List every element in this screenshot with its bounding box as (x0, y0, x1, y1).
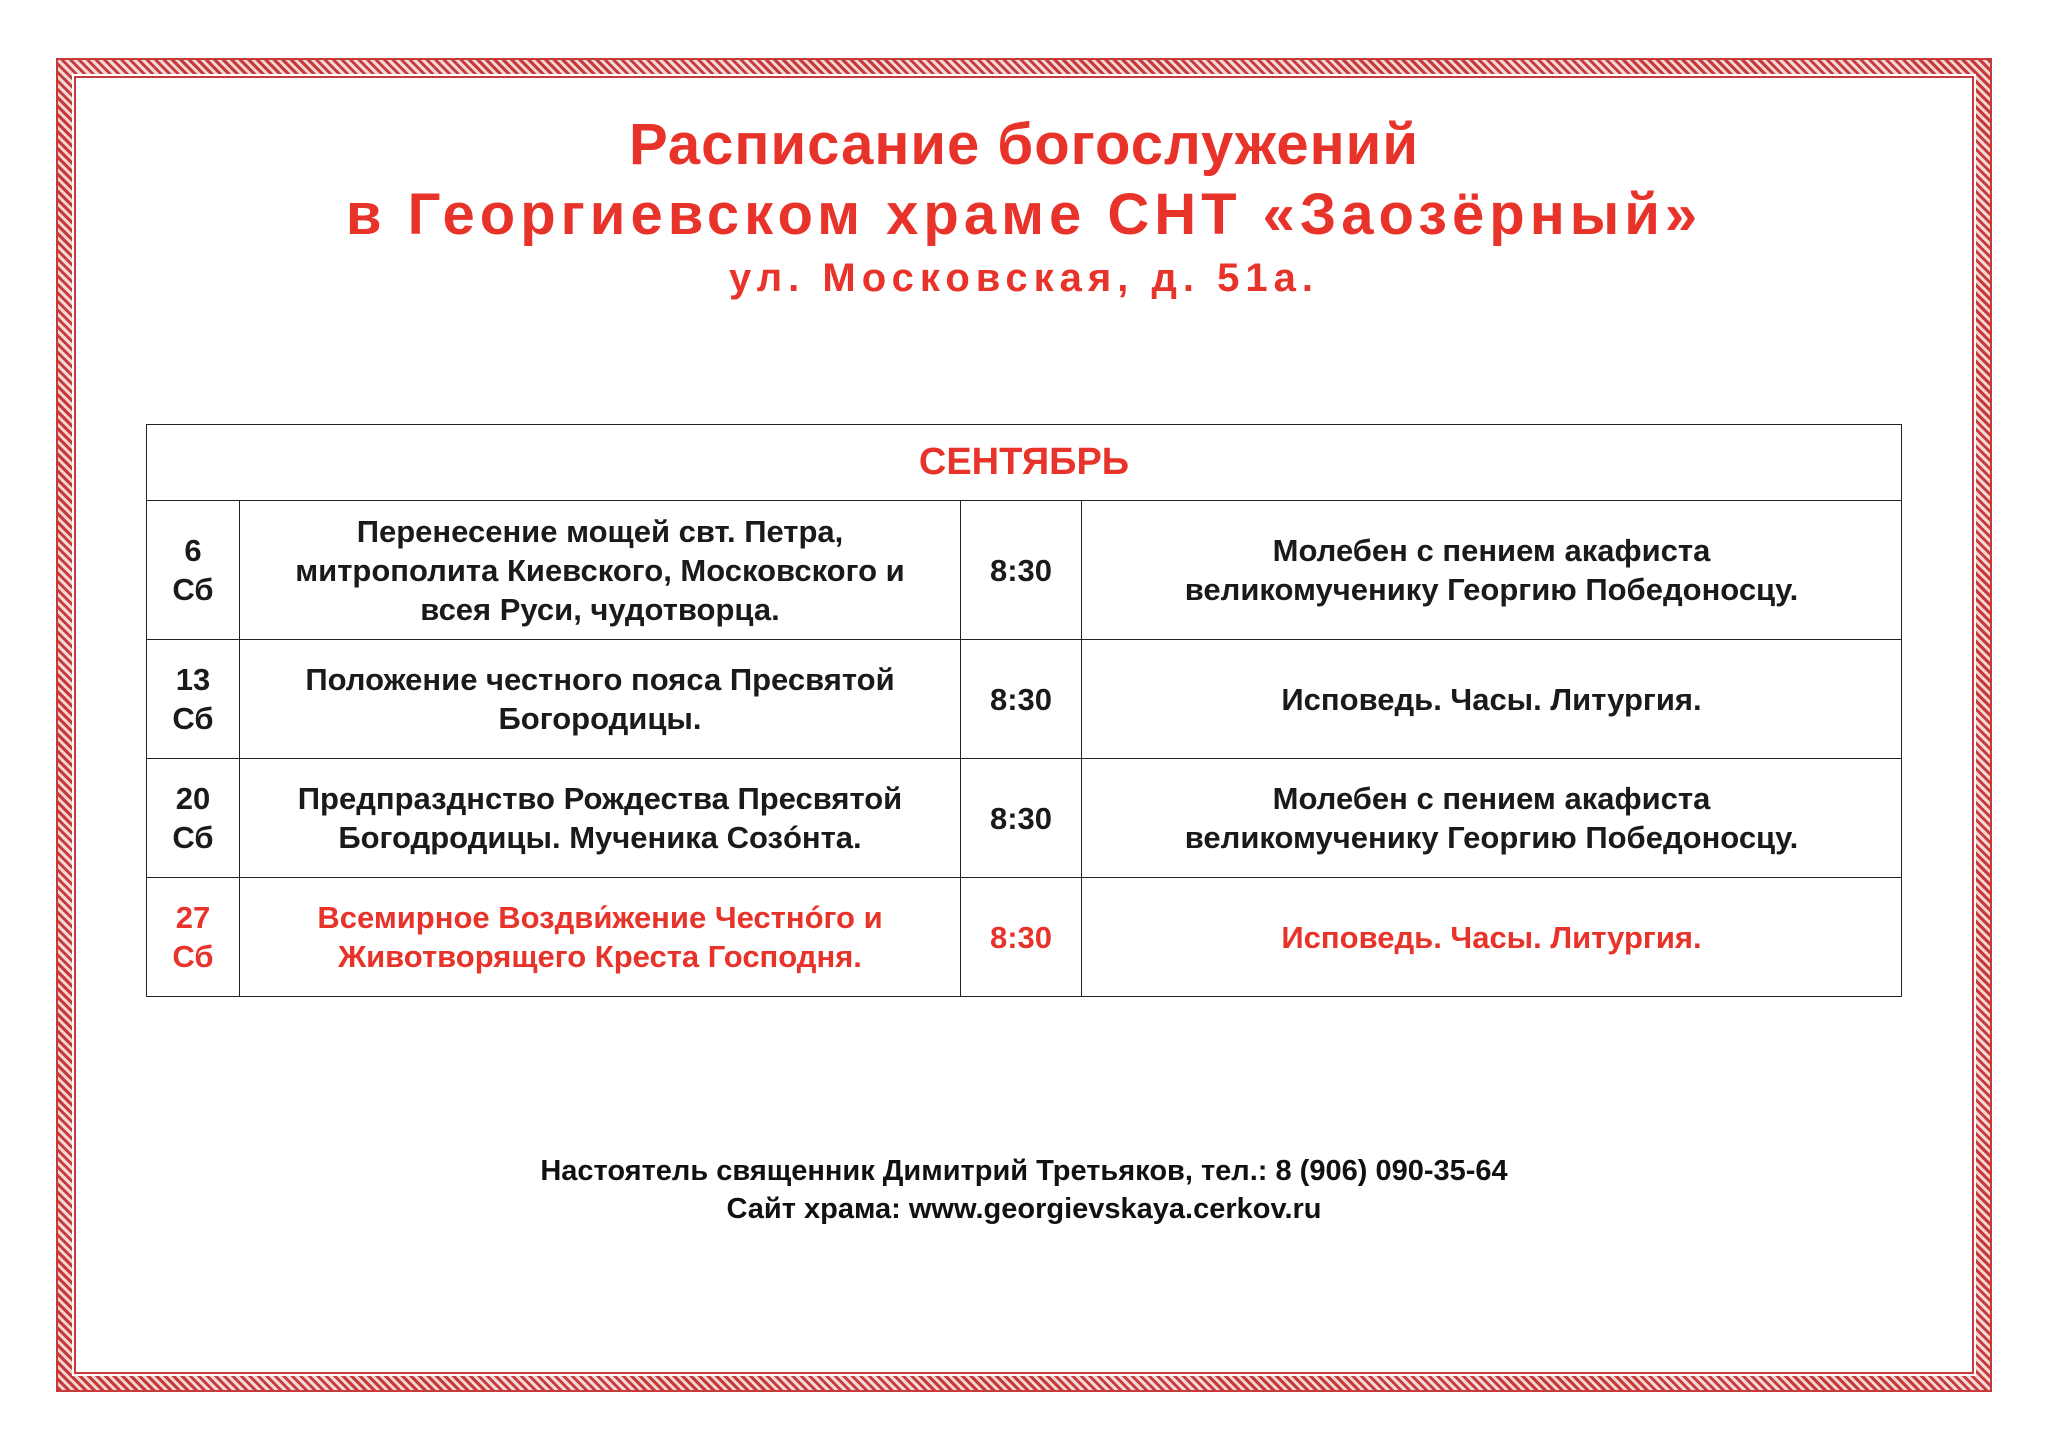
weekday: Сб (172, 701, 214, 736)
footer (0, 1152, 2048, 1228)
service-cell (1082, 501, 1902, 640)
time-cell: 8:30 (961, 640, 1082, 759)
service-line: великомученику Георгию Победоносцу. (1184, 820, 1799, 855)
day-number: 20 (175, 781, 211, 816)
weekday: Сб (172, 820, 214, 855)
table-row (147, 501, 1902, 640)
date-cell (147, 640, 240, 759)
feast-cell (240, 878, 961, 997)
time-cell: 8:30 (961, 878, 1082, 997)
day-number: 6 (184, 533, 202, 568)
service-cell (1082, 640, 1902, 759)
date-cell (147, 759, 240, 878)
feast-line: Животворящего Креста Господня. (338, 939, 862, 974)
page-title (0, 110, 2048, 306)
feast-cell (240, 640, 961, 759)
address: ул. Московская, д. 51а. (729, 256, 1319, 300)
table-row (147, 640, 1902, 759)
schedule-table (146, 424, 1902, 997)
title-line-1: Расписание богослужений (629, 112, 1419, 177)
time-cell: 8:30 (961, 501, 1082, 640)
service-line: великомученику Георгию Победоносцу. (1184, 572, 1799, 607)
month-title: СЕНТЯБРЬ (147, 425, 1902, 501)
feast-cell (240, 501, 961, 640)
service-line: Исповедь. Часы. Литургия. (1281, 919, 1702, 955)
service-line: Молебен с пением акафиста (1272, 533, 1711, 568)
feast-line: всея Руси, чудотворца. (420, 591, 780, 627)
feast-line: Перенесение мощей свт. Петра, (356, 513, 844, 549)
feast-line: Богодродицы. Мученика Созóнта. (338, 820, 862, 855)
weekday: Сб (172, 939, 214, 974)
date-cell (147, 878, 240, 997)
table-row-feast-highlight (147, 878, 1902, 997)
feast-line: Предпразднство Рождества Пресвятой (297, 781, 903, 816)
feast-line: Положение честного пояса Пресвятой (305, 662, 895, 697)
feast-line: Богородицы. (498, 701, 702, 736)
day-number: 27 (175, 900, 211, 935)
service-line: Молебен с пением акафиста (1272, 781, 1711, 816)
service-cell (1082, 759, 1902, 878)
month-header-row (147, 425, 1902, 501)
date-cell (147, 501, 240, 640)
day-number: 13 (175, 662, 211, 697)
title-line-2: в Георгиевском храме СНТ «Заозёрный» (345, 182, 1703, 247)
feast-cell (240, 759, 961, 878)
time-cell: 8:30 (961, 759, 1082, 878)
feast-line: Всемирное Воздви́жение Честнóго и (317, 900, 883, 935)
table-row (147, 759, 1902, 878)
service-line: Исповедь. Часы. Литургия. (1281, 681, 1702, 717)
feast-line: митрополита Киевского, Московского и (295, 552, 905, 588)
weekday: Сб (172, 572, 214, 607)
service-cell (1082, 878, 1902, 997)
website-link[interactable]: Сайт храма: www.georgievskaya.cerkov.ru (726, 1193, 1322, 1225)
rector-contact: Настоятель священник Димитрий Третьяков, тел.: 8 (906) 090-35-64 (540, 1155, 1508, 1187)
